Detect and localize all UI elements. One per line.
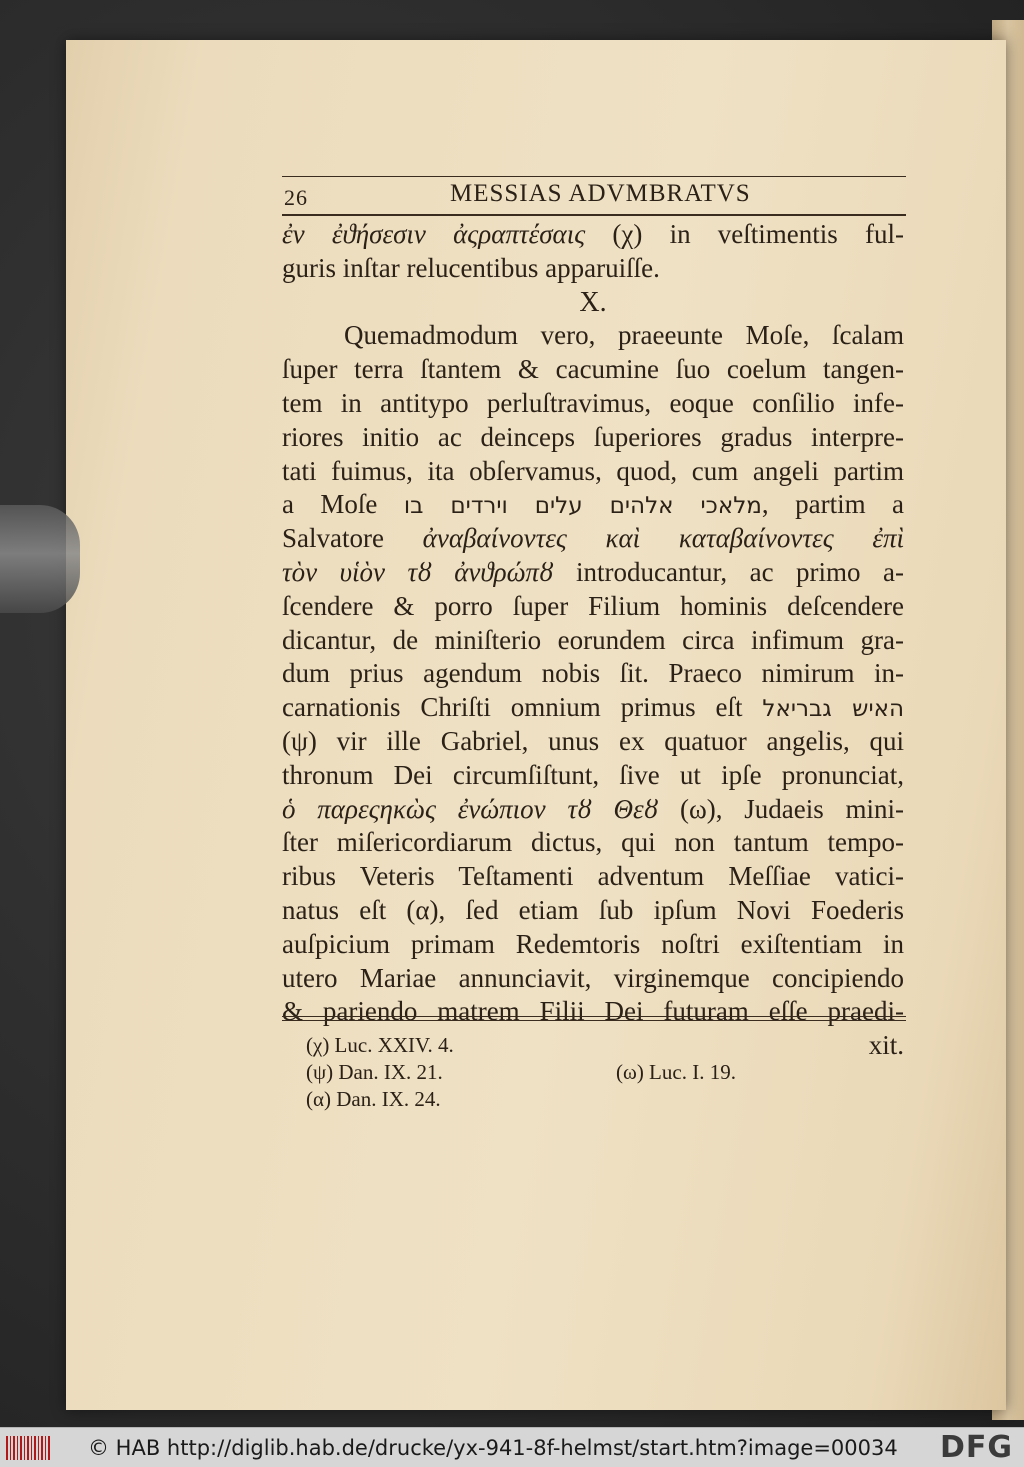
header-rule-bottom (282, 214, 906, 216)
footnote-rule-bottom (282, 1020, 906, 1021)
page-number: 26 (284, 185, 308, 210)
section-number: X. (579, 286, 607, 318)
text-line: dicantur, de miniſterio eorundem circa infimum gra- (282, 624, 904, 655)
text-line: ὁ παρεςηκὼς ἐνώπιον τȣ Θεȣ (ω), Judaeis mini- (282, 793, 904, 824)
text-line: tem in antitypo perluſtravimus, eoque conſilio infe- (282, 387, 904, 418)
text-line: ribus Veteris Teſtamenti adventum Meſſiae vatici- (282, 861, 904, 892)
footnote-row (306, 1086, 906, 1113)
footnote-row (306, 1032, 906, 1059)
footnote-chi: (χ) Luc. XXIV. 4. (306, 1033, 454, 1057)
text-line: a Moſe מלאכי אלהים עלים וירדים בו, partim a (282, 489, 904, 520)
footnotes (306, 1032, 906, 1113)
text-line: carnationis Chriſti omnium primus eſt האיש גבריאל (282, 692, 905, 723)
text-line: τὸν υἱὸν τȣ ἀνϑρώπȣ introducantur, ac primo a- (282, 556, 905, 587)
running-title: MESSIAS ADVMBRATVS (450, 180, 751, 207)
header-rule-top (282, 176, 906, 177)
main-text (282, 218, 904, 1063)
greek-phrase: τὸν υἱὸν τȣ ἀνϑρώπȣ (282, 556, 554, 587)
page-holder-clamp (0, 505, 80, 613)
text-line: guris inſtar relucentibus apparuiſſe. (282, 252, 660, 283)
greek-phrase: ὁ παρεςηκὼς ἐνώπιον τȣ Θεȣ (282, 793, 659, 824)
text-line: dum prius agendum nobis ſit. Praeco nimirum in- (282, 658, 904, 689)
text-line: Salvatore ἀναβαίνοντες καὶ καταβαίνοντες ἐπὶ (282, 523, 904, 554)
viewer-footer (0, 1427, 1024, 1467)
catchword: xit. (868, 1030, 904, 1061)
hebrew-phrase: מלאכי אלהים עלים וירדים בו (403, 493, 762, 520)
footnote-row (306, 1059, 906, 1086)
hebrew-phrase: האיש גבריאל (762, 696, 905, 723)
text-line: ſcendere & porro ſuper Filium hominis deſcendere (282, 590, 904, 621)
paragraph-first-line: Quemadmodum vero, praeeunte Moſe, ſcalam (344, 320, 904, 351)
copyright-link[interactable]: © HAB http://diglib.hab.de/drucke/yx-941-8f-helmst/start.htm?image=00034 (88, 1436, 898, 1460)
text-line: riores initio ac deinceps ſuperiores gradus interpre- (282, 421, 904, 452)
text-line: thronum Dei circumſiſtunt, ſive ut ipſe pronunciat, (282, 759, 904, 790)
dfg-logo: DFG (940, 1430, 1014, 1465)
text-line: & pariendo matrem Filii Dei futuram eſſe praedi- (282, 996, 904, 1027)
text-line: tati fuimus, ita obſervamus, quod, cum angeli partim (282, 455, 904, 486)
footnote-psi: (ψ) Dan. IX. 21. (306, 1060, 443, 1084)
footnote-rule-top (282, 1016, 906, 1017)
greek-phrase: ἀναβαίνοντες καὶ καταβαίνοντες ἐπὶ (422, 523, 904, 554)
footnote-alpha: (α) Dan. IX. 24. (306, 1087, 441, 1111)
hab-logo-icon (6, 1436, 52, 1460)
text-line: (ψ) vir ille Gabriel, unus ex quatuor angelis, qui (282, 725, 904, 756)
text-line: ἐν ἐϑήσεσιν ἀςραπτέσαις (χ) in veſtimentis ful- (282, 219, 904, 249)
text-line: natus eſt (α), ſed etiam ſub ipſum Novi Foederis (282, 894, 904, 925)
text-line: utero Mariae annunciavit, virginemque concipiendo (282, 962, 904, 993)
book-page (66, 40, 1006, 1410)
text-line: ſter miſericordiarum dictus, qui non tantum tempo- (282, 827, 904, 858)
text-line: auſpicium primam Redemtoris noſtri exiſtentiam in (282, 928, 904, 959)
greek-phrase: ἐν ἐϑήσεσιν ἀςραπτέσαις (282, 219, 586, 249)
footnote-omega: (ω) Luc. I. 19. (616, 1060, 736, 1084)
text-line: ſuper terra ſtantem & cacumine ſuo coelum tangen- (282, 354, 904, 385)
